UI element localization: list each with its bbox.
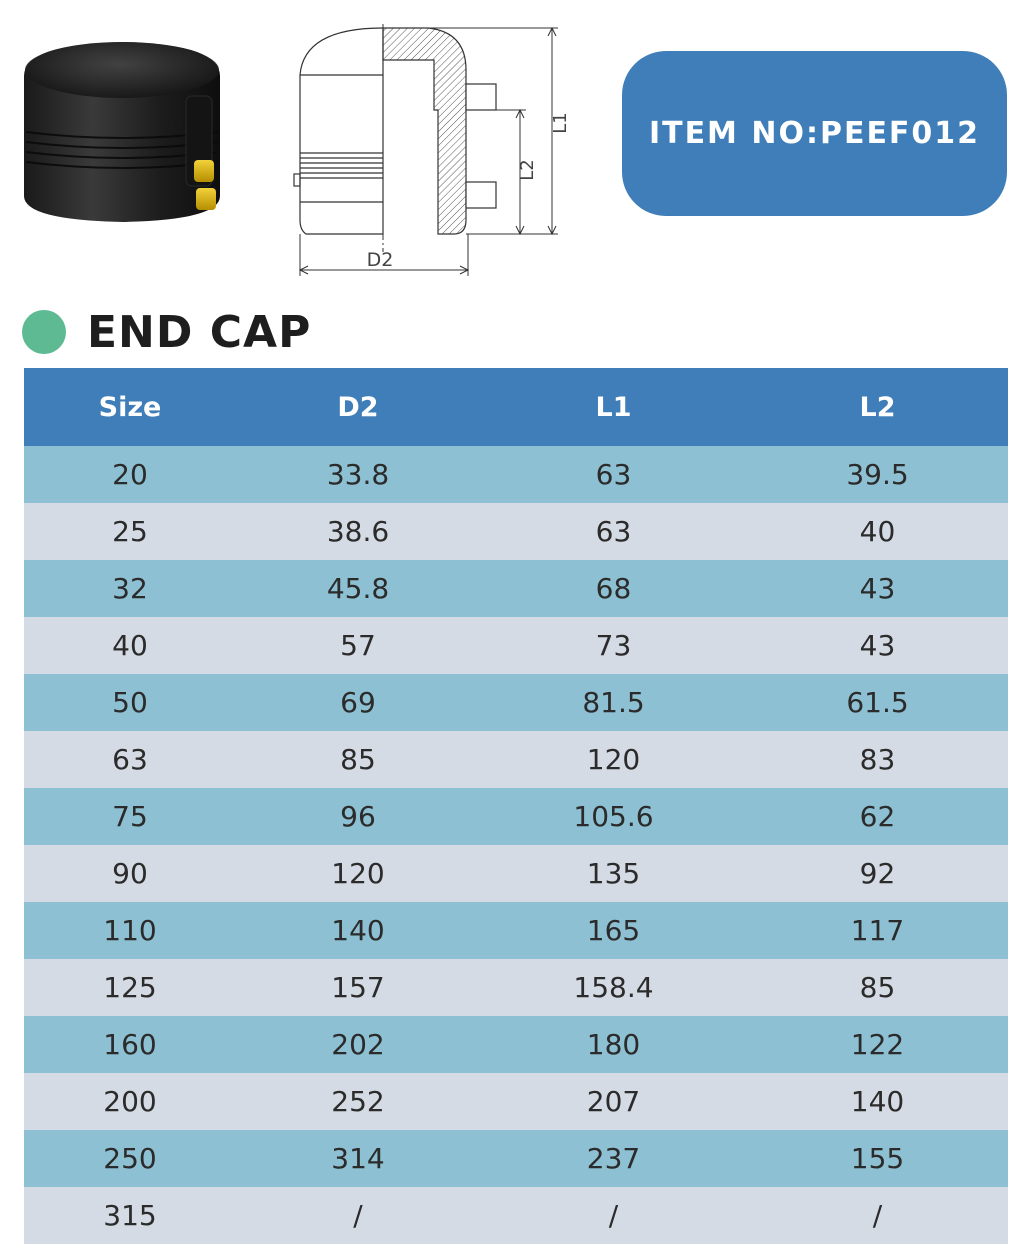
cell-size: 40 bbox=[24, 617, 236, 674]
cell-size: 32 bbox=[24, 560, 236, 617]
item-number-label: ITEM NO:PEEF012 bbox=[648, 116, 981, 151]
cell-l2: 61.5 bbox=[747, 674, 1008, 731]
cell-d2: 85 bbox=[236, 731, 480, 788]
cell-size: 63 bbox=[24, 731, 236, 788]
cell-l1: 207 bbox=[480, 1073, 747, 1130]
cell-size: 20 bbox=[24, 446, 236, 503]
table-header-row bbox=[24, 368, 1008, 446]
cell-d2: 57 bbox=[236, 617, 480, 674]
cell-l2: 43 bbox=[747, 560, 1008, 617]
cell-size: 160 bbox=[24, 1016, 236, 1073]
bullet-dot-icon bbox=[22, 310, 66, 354]
cell-l2: 140 bbox=[747, 1073, 1008, 1130]
cell-l2: 62 bbox=[747, 788, 1008, 845]
cell-d2: 96 bbox=[236, 788, 480, 845]
cell-l1: 63 bbox=[480, 446, 747, 503]
table-row bbox=[24, 446, 1008, 503]
section-heading bbox=[22, 300, 311, 364]
table-row bbox=[24, 1187, 1008, 1244]
cell-l1: 68 bbox=[480, 560, 747, 617]
cell-d2: 140 bbox=[236, 902, 480, 959]
header-l2: L2 bbox=[747, 368, 1008, 446]
cell-l1: / bbox=[480, 1187, 747, 1244]
table-body bbox=[24, 446, 1008, 1244]
cell-l1: 165 bbox=[480, 902, 747, 959]
cell-l2: 85 bbox=[747, 959, 1008, 1016]
cell-l2: 122 bbox=[747, 1016, 1008, 1073]
cell-size: 50 bbox=[24, 674, 236, 731]
table-row bbox=[24, 617, 1008, 674]
cell-l1: 120 bbox=[480, 731, 747, 788]
cell-l1: 63 bbox=[480, 503, 747, 560]
cell-l2: / bbox=[747, 1187, 1008, 1244]
cell-d2: 157 bbox=[236, 959, 480, 1016]
cell-d2: 120 bbox=[236, 845, 480, 902]
cell-d2: 314 bbox=[236, 1130, 480, 1187]
cell-l2: 92 bbox=[747, 845, 1008, 902]
table-row bbox=[24, 902, 1008, 959]
cell-l2: 40 bbox=[747, 503, 1008, 560]
cell-l2: 155 bbox=[747, 1130, 1008, 1187]
cell-size: 110 bbox=[24, 902, 236, 959]
table-row bbox=[24, 1130, 1008, 1187]
cell-l1: 158.4 bbox=[480, 959, 747, 1016]
table-row bbox=[24, 1016, 1008, 1073]
section-title: END CAP bbox=[87, 306, 312, 358]
cell-l1: 105.6 bbox=[480, 788, 747, 845]
cell-d2: / bbox=[236, 1187, 480, 1244]
cell-size: 90 bbox=[24, 845, 236, 902]
header-l1: L1 bbox=[480, 368, 747, 446]
cell-d2: 202 bbox=[236, 1016, 480, 1073]
cell-l2: 43 bbox=[747, 617, 1008, 674]
header-d2: D2 bbox=[236, 368, 480, 446]
dimension-label-d2: D2 bbox=[366, 249, 394, 271]
cell-l1: 135 bbox=[480, 845, 747, 902]
table-row bbox=[24, 845, 1008, 902]
cell-size: 125 bbox=[24, 959, 236, 1016]
cell-l1: 180 bbox=[480, 1016, 747, 1073]
cell-size: 200 bbox=[24, 1073, 236, 1130]
cell-d2: 252 bbox=[236, 1073, 480, 1130]
dimension-label-l1: L1 bbox=[550, 112, 571, 134]
cell-l2: 117 bbox=[747, 902, 1008, 959]
table-row bbox=[24, 788, 1008, 845]
dimension-label-l2: L2 bbox=[517, 159, 538, 181]
cell-d2: 38.6 bbox=[236, 503, 480, 560]
cell-l2: 39.5 bbox=[747, 446, 1008, 503]
product-photo bbox=[18, 36, 228, 226]
spec-table bbox=[24, 368, 1008, 1244]
table-row bbox=[24, 959, 1008, 1016]
header-size: Size bbox=[24, 368, 236, 446]
cell-l2: 83 bbox=[747, 731, 1008, 788]
cell-l1: 237 bbox=[480, 1130, 747, 1187]
cell-d2: 69 bbox=[236, 674, 480, 731]
cell-size: 75 bbox=[24, 788, 236, 845]
technical-drawing bbox=[288, 20, 593, 282]
cell-d2: 33.8 bbox=[236, 446, 480, 503]
table-row bbox=[24, 1073, 1008, 1130]
table-row bbox=[24, 503, 1008, 560]
cell-l1: 81.5 bbox=[480, 674, 747, 731]
table-row bbox=[24, 731, 1008, 788]
cell-size: 315 bbox=[24, 1187, 236, 1244]
item-number-badge bbox=[622, 51, 1007, 216]
cell-size: 25 bbox=[24, 503, 236, 560]
table-row bbox=[24, 674, 1008, 731]
cell-l1: 73 bbox=[480, 617, 747, 674]
cell-size: 250 bbox=[24, 1130, 236, 1187]
table-row bbox=[24, 560, 1008, 617]
cell-d2: 45.8 bbox=[236, 560, 480, 617]
